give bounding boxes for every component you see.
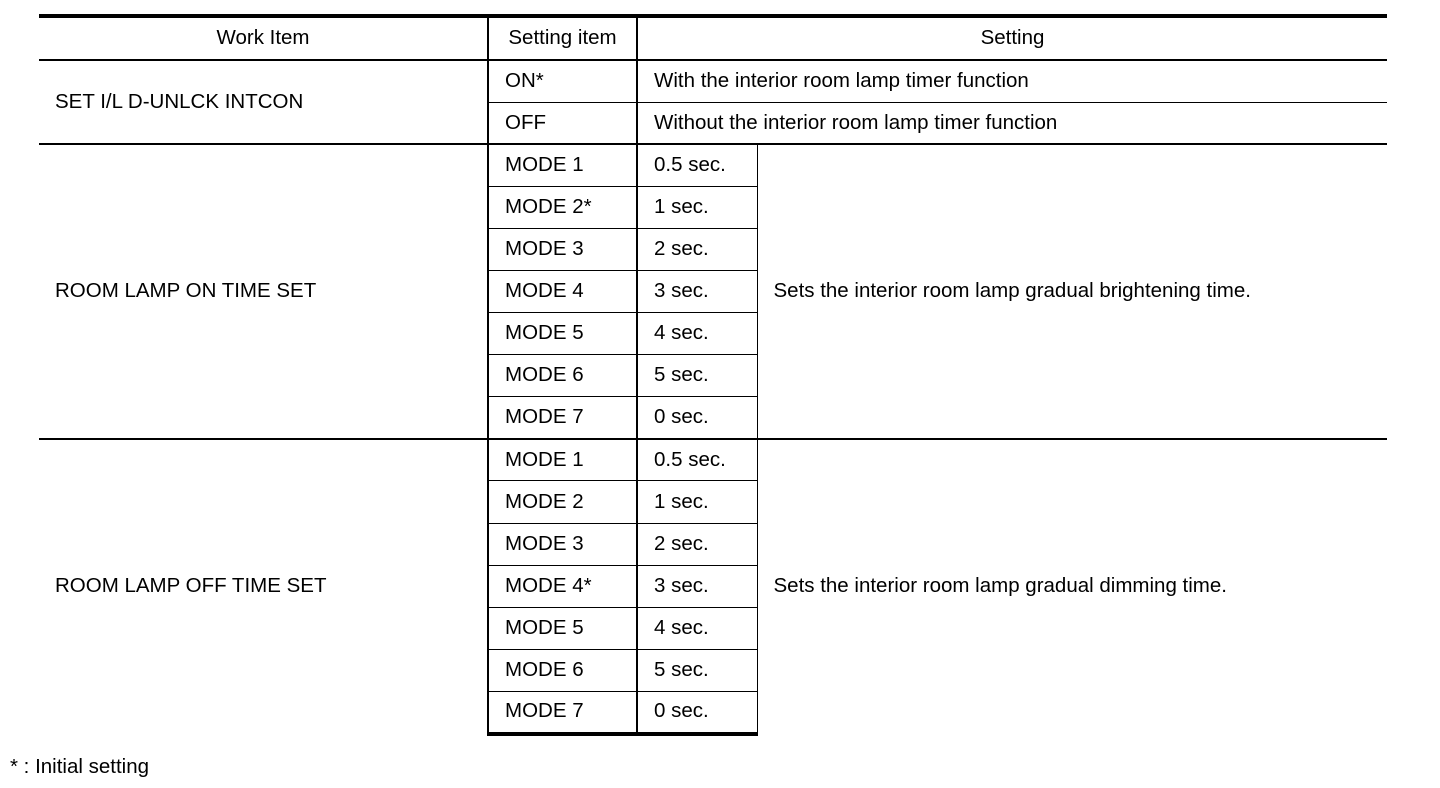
time-cell: 3 sec. <box>637 270 757 312</box>
time-cell: 1 sec. <box>637 186 757 228</box>
table-row <box>39 144 1387 186</box>
work-item-set-il: SET I/L D-UNLCK INTCON <box>39 60 488 144</box>
table-row <box>39 60 1387 102</box>
mode-cell: MODE 3 <box>488 228 637 270</box>
mode-cell: MODE 5 <box>488 313 637 355</box>
header-work-item: Work Item <box>39 16 488 60</box>
work-item-off-time: ROOM LAMP OFF TIME SET <box>39 439 488 734</box>
setting-item-cell: OFF <box>488 102 637 144</box>
time-cell: 3 sec. <box>637 565 757 607</box>
mode-cell: MODE 4 <box>488 270 637 312</box>
time-cell: 4 sec. <box>637 607 757 649</box>
mode-cell: MODE 6 <box>488 649 637 691</box>
time-cell: 1 sec. <box>637 481 757 523</box>
time-cell: 5 sec. <box>637 355 757 397</box>
mode-cell: MODE 7 <box>488 691 637 733</box>
header-setting-item: Setting item <box>488 16 637 60</box>
time-cell: 0.5 sec. <box>637 439 757 481</box>
mode-cell: MODE 1 <box>488 439 637 481</box>
work-item-on-time: ROOM LAMP ON TIME SET <box>39 144 488 439</box>
settings-table <box>39 14 1387 736</box>
mode-cell: MODE 4* <box>488 565 637 607</box>
on-time-description: Sets the interior room lamp gradual brightening time. <box>757 144 1387 439</box>
mode-cell: MODE 7 <box>488 397 637 439</box>
time-cell: 5 sec. <box>637 649 757 691</box>
setting-item-cell: ON* <box>488 60 637 102</box>
time-cell: 0 sec. <box>637 397 757 439</box>
time-cell: 2 sec. <box>637 228 757 270</box>
time-cell: 2 sec. <box>637 523 757 565</box>
setting-cell: With the interior room lamp timer function <box>637 60 1387 102</box>
setting-cell: Without the interior room lamp timer function <box>654 110 1058 134</box>
time-cell: 0.5 sec. <box>637 144 757 186</box>
mode-cell: MODE 3 <box>488 523 637 565</box>
header-row <box>39 16 1387 60</box>
table-row <box>39 439 1387 481</box>
time-cell: 4 sec. <box>637 313 757 355</box>
footnote: * : Initial setting <box>10 755 150 778</box>
time-cell: 0 sec. <box>637 691 757 733</box>
header-setting: Setting <box>637 16 1387 60</box>
mode-cell: MODE 2* <box>488 186 637 228</box>
mode-cell: MODE 5 <box>488 607 637 649</box>
mode-cell: MODE 2 <box>488 481 637 523</box>
off-time-description: Sets the interior room lamp gradual dimming time. <box>757 439 1387 734</box>
mode-cell: MODE 1 <box>488 144 637 186</box>
mode-cell: MODE 6 <box>488 355 637 397</box>
